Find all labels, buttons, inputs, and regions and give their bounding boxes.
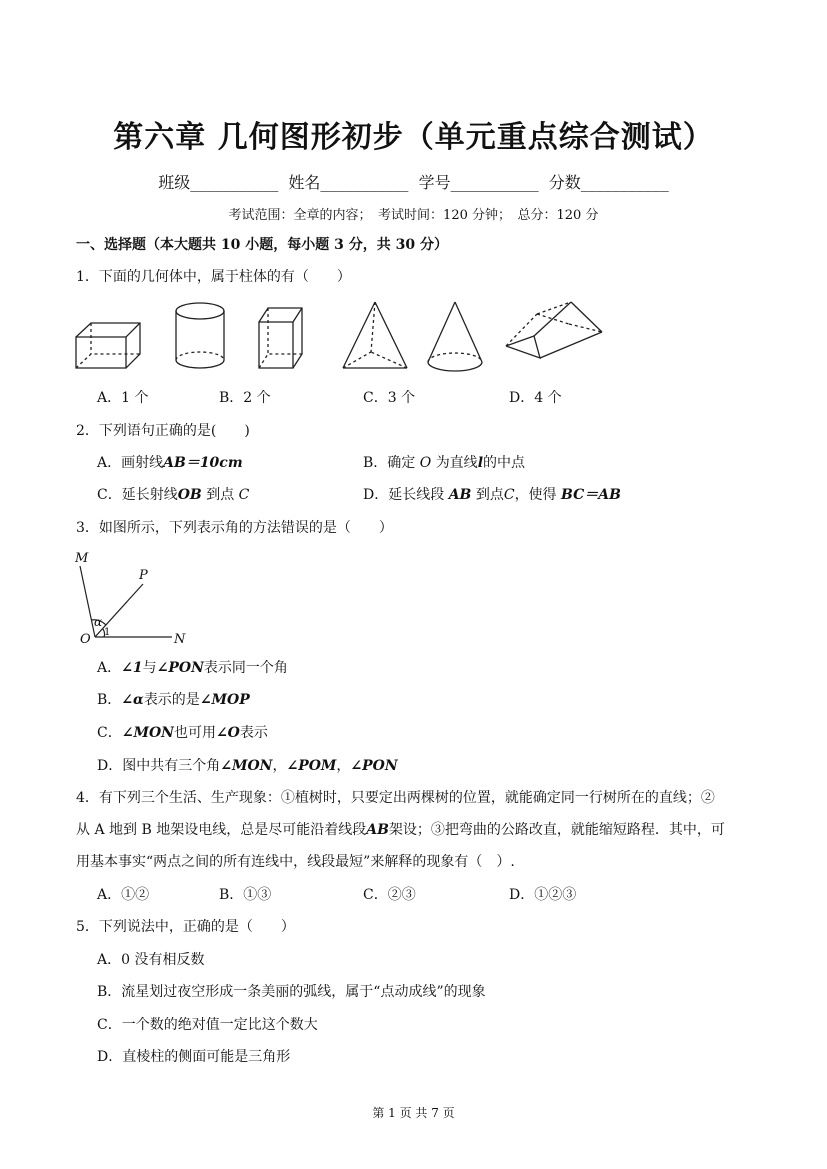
q2-b-mid: 为直线 bbox=[435, 455, 478, 471]
label-m: M bbox=[75, 551, 89, 566]
q2-b-point: O bbox=[419, 455, 432, 471]
q3-d-comma1: ， bbox=[272, 758, 287, 774]
q2-b-text: B．确定 bbox=[363, 455, 416, 471]
q2-a-text: A．画射线 bbox=[97, 455, 164, 471]
q5-option-d: D．直棱柱的侧面可能是三角形 bbox=[97, 1049, 291, 1065]
q3-option-a: A．∠1与∠PON表示同一个角 bbox=[97, 660, 288, 676]
q3-a-angle1: ∠1 bbox=[121, 660, 143, 676]
q2-d-mid: 到点 bbox=[475, 487, 504, 503]
q3-c-angle1: ∠MON bbox=[121, 725, 174, 741]
q3-d-angle2: ∠POM bbox=[286, 758, 337, 774]
q3-a-mid: 与 bbox=[142, 660, 157, 676]
score-blank: ___________ bbox=[580, 173, 669, 192]
q3-a-angle2: ∠PON bbox=[156, 660, 204, 676]
q3-option-c bbox=[97, 723, 268, 743]
q3-option-b bbox=[97, 690, 250, 710]
q2-d-text: D．延长线段 bbox=[363, 487, 445, 503]
q5-stem: 5．下列说法中，正确的是（ ） bbox=[76, 919, 295, 935]
ray-op bbox=[95, 584, 143, 637]
label-n: N bbox=[174, 632, 186, 647]
q4-line2-post: 架设；③把弯曲的公路改直，就能缩短路程．其中，可 bbox=[388, 822, 725, 838]
id-blank: ___________ bbox=[450, 173, 539, 192]
q2-c-math: OB bbox=[177, 487, 202, 503]
q5-option-b: B．流星划过夜空形成一条美丽的弧线，属于“点动成线”的现象 bbox=[97, 984, 486, 1000]
name-blank: ___________ bbox=[320, 173, 409, 192]
q4-option-d: D．①②③ bbox=[509, 887, 577, 903]
label-p: P bbox=[139, 568, 148, 583]
q2-c-text: C．延长射线 bbox=[97, 487, 178, 503]
q1-option-c: C．3 个 bbox=[363, 390, 416, 406]
q2-b-line: l bbox=[477, 455, 484, 471]
q2-d-eq: BC＝AB bbox=[561, 487, 621, 503]
q3-b-pre: B． bbox=[97, 692, 122, 708]
label-alpha: α bbox=[94, 615, 103, 629]
q3-c-post: 表示 bbox=[239, 725, 268, 741]
page-footer: 第 1 页 共 7 页 bbox=[372, 1106, 455, 1120]
q5-option-c: C．一个数的绝对值一定比这个数大 bbox=[97, 1017, 318, 1033]
q3-c-pre: C． bbox=[97, 725, 122, 741]
q4-line-1: 4．有下列三个生活、生产现象：①植树时，只要定出两棵树的位置，就能确定同一行树所在的直线；② bbox=[76, 790, 715, 806]
q1-option-d: D．4 个 bbox=[509, 390, 562, 406]
q2-d-post: ，使得 bbox=[514, 487, 557, 503]
q4-line2-pre: 从 A 地到 B 地架设电线，总是尽可能沿着线段 bbox=[76, 822, 367, 838]
q1-stem: 1．下面的几何体中，属于柱体的有（ ） bbox=[76, 269, 351, 285]
q4-option-b: B．①③ bbox=[219, 887, 272, 903]
q3-d-angle3: ∠PON bbox=[350, 758, 398, 774]
q3-d-comma2: ， bbox=[336, 758, 351, 774]
exam-scope: 考试范围：全章的内容； 考试时间：120 分钟； 总分：120 分 bbox=[228, 208, 599, 223]
q2-c-point: C bbox=[238, 487, 250, 503]
q3-d-angle1: ∠MON bbox=[220, 758, 273, 774]
q3-b-angle1: ∠α bbox=[121, 692, 144, 708]
label-o: O bbox=[80, 632, 91, 647]
q3-b-angle2: ∠MOP bbox=[199, 692, 250, 708]
q1-option-b: B．2 个 bbox=[219, 390, 271, 406]
q3-b-mid: 表示的是 bbox=[143, 692, 200, 708]
q3-d-pre: D．图中共有三个角 bbox=[97, 758, 221, 774]
q3-stem: 3．如图所示，下列表示角的方法错误的是（ ） bbox=[76, 520, 393, 536]
q4-option-c: C．②③ bbox=[363, 887, 416, 903]
q2-d-math: AB bbox=[448, 487, 472, 503]
q5-option-a: A．0 没有相反数 bbox=[97, 952, 205, 968]
class-label: 班级 bbox=[158, 173, 191, 192]
class-blank: ___________ bbox=[190, 173, 279, 192]
q4-line-3: 用基本事实“两点之间的所有连线中，线段最短”来解释的现象有（ ）. bbox=[76, 854, 515, 870]
section-heading: 一、选择题（本大题共 10 小题，每小题 3 分，共 30 分） bbox=[76, 237, 448, 253]
label-one: 1 bbox=[104, 627, 111, 638]
q1-option-a: A．1 个 bbox=[97, 390, 149, 406]
q3-a-post: 表示同一个角 bbox=[203, 660, 288, 676]
ray-om bbox=[80, 566, 95, 637]
q4-option-a: A．①② bbox=[97, 887, 150, 903]
q2-a-math: AB＝10cm bbox=[163, 455, 243, 471]
q4-line2-ab: AB bbox=[366, 822, 389, 838]
q3-c-angle2: ∠O bbox=[215, 725, 240, 741]
name-label: 姓名 bbox=[288, 173, 321, 192]
q4-line-2 bbox=[76, 820, 725, 840]
q3-c-mid: 也可用 bbox=[173, 725, 216, 741]
q2-c-mid: 到点 bbox=[206, 487, 235, 503]
id-label: 学号 bbox=[418, 173, 451, 192]
page-title: 第六章 几何图形初步（单元重点综合测试） bbox=[113, 120, 714, 155]
q2-b-post: 的中点 bbox=[483, 455, 526, 471]
score-label: 分数 bbox=[548, 173, 581, 192]
q3-option-d bbox=[97, 756, 398, 776]
q2-d-point: C bbox=[503, 487, 515, 503]
q2-stem: 2．下列语句正确的是( ) bbox=[76, 423, 250, 439]
